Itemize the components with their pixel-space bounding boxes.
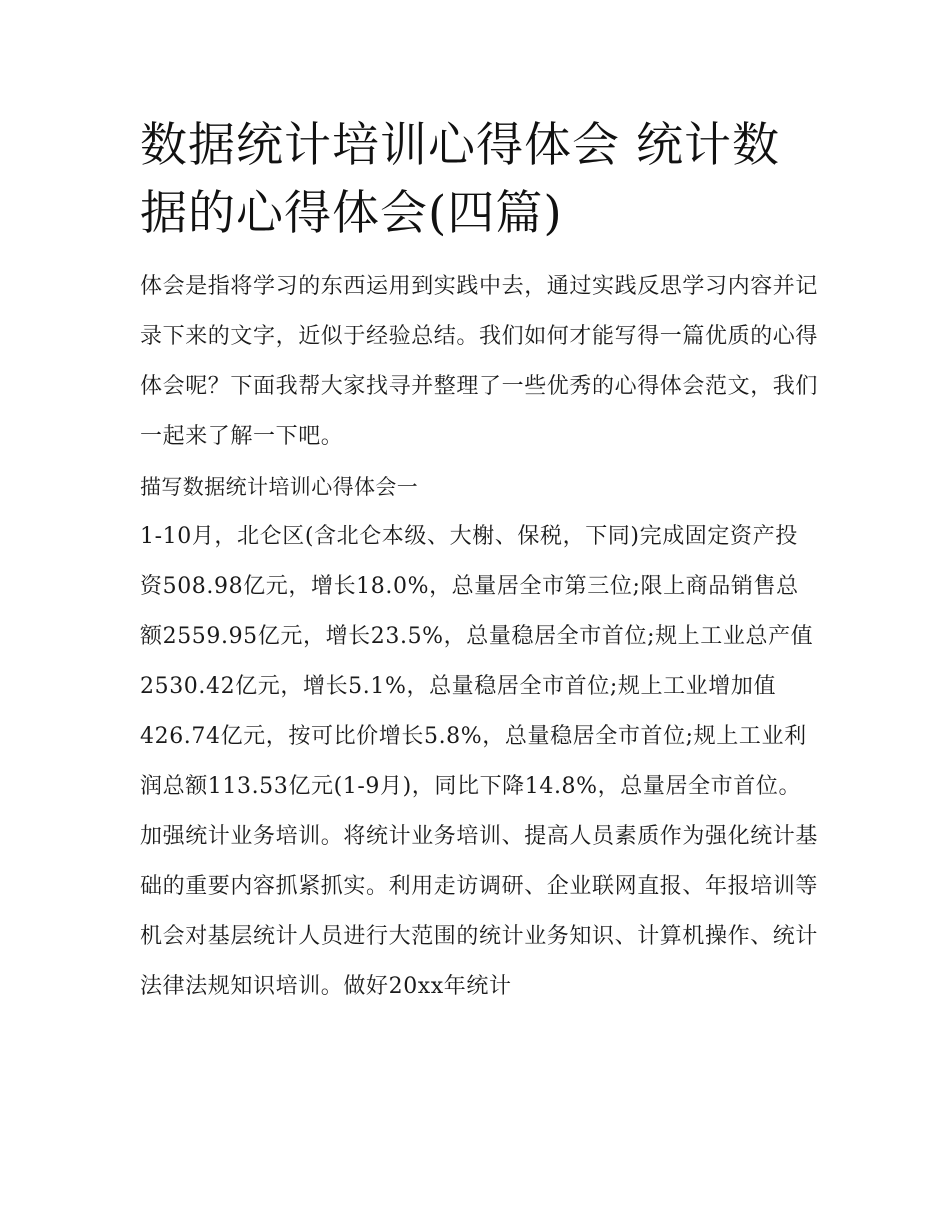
training-paragraph: 加强统计业务培训。将统计业务培训、提高人员素质作为强化统计基础的重要内容抓紧抓实。利用走访调研、企业联网直报、年报培训等机会对基层统计人员进行大范围的统计业务知识、计算机操作、统计法律法规知识培训。做好20xx年统计 <box>140 824 819 999</box>
intro-paragraph: 体会是指将学习的东西运用到实践中去，通过实践反思学习内容并记录下来的文字，近似于经验总结。我们如何才能写得一篇优质的心得体会呢？下面我帮大家找寻并整理了一些优秀的心得体会范文，我们一起来了解一下吧。 <box>140 274 819 449</box>
document-body <box>140 262 820 1012</box>
document-page <box>140 112 820 1012</box>
section-heading: 描写数据统计培训心得体会一 <box>140 475 419 499</box>
statistics-paragraph: 1-10月，北仑区(含北仑本级、大榭、保税，下同)完成固定资产投资508.98亿元，增长18.0%，总量居全市第三位;限上商品销售总额2559.95亿元，增长23.5%，总量稳居全市首位;规上工业总产值2530.42亿元，增长5.1%，总量稳居全市首位;规上工业增加值426.74亿元，按可比价增长5.8%，总量稳居全市首位;规上工业利润总额113.53亿元(1-9月)，同比下降14.8%，总量居全市首位。 <box>140 524 814 799</box>
document-title: 数据统计培训心得体会 统计数据的心得体会(四篇) <box>140 118 780 241</box>
